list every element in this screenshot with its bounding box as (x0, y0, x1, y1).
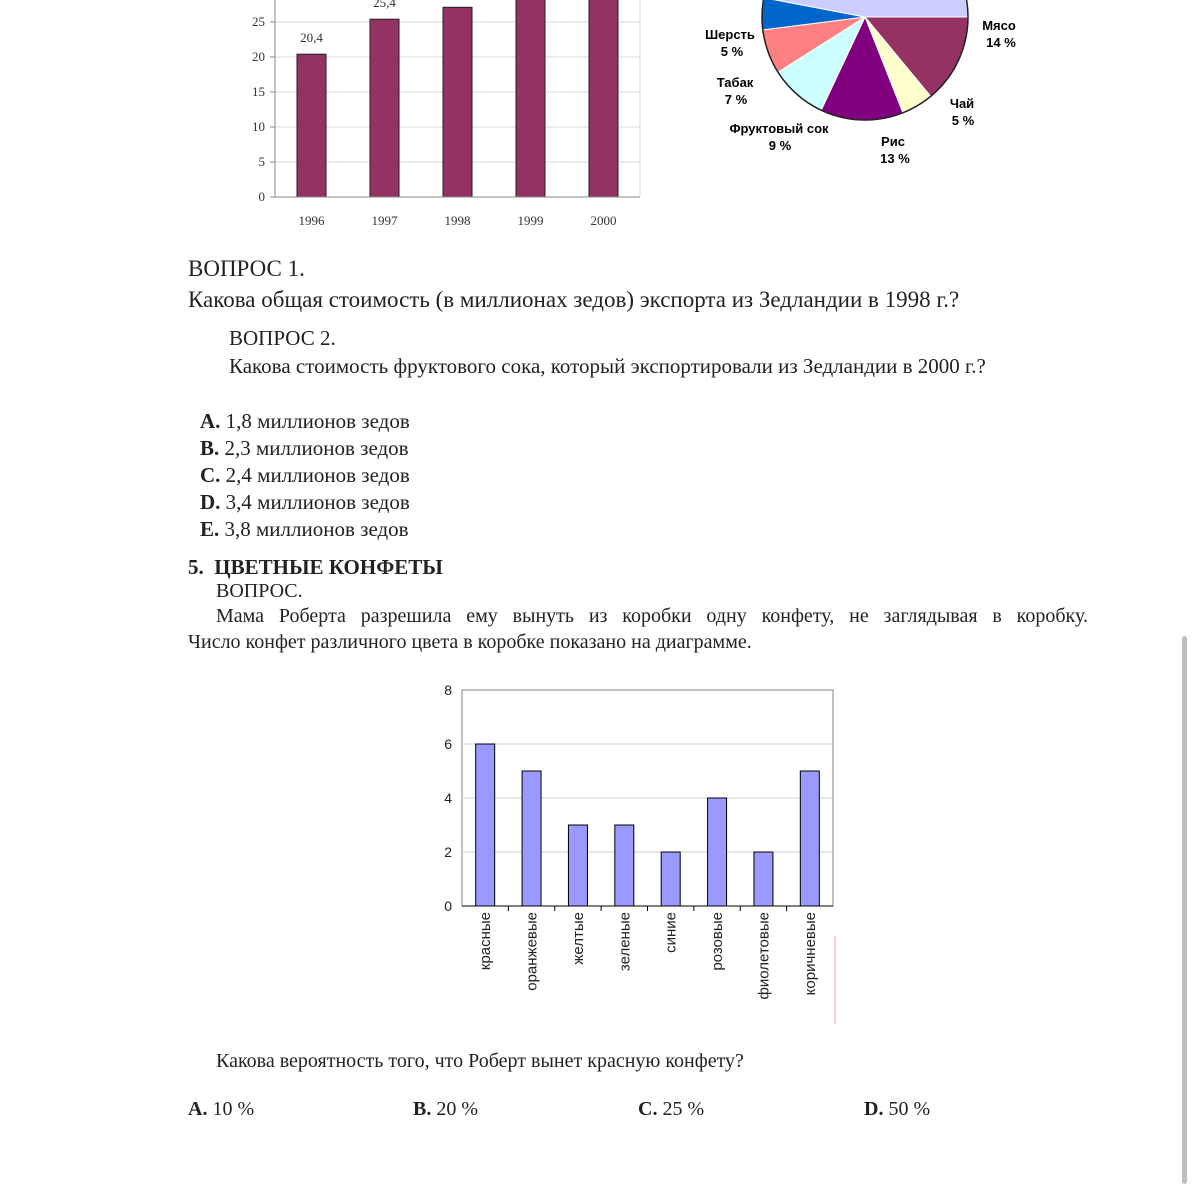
pie-label-rice: Рис (881, 134, 905, 149)
bar-желтые (568, 825, 587, 906)
bar-коричневые (800, 771, 819, 906)
final-option-a: A. 10 % (188, 1098, 255, 1120)
bar-1996 (297, 54, 326, 197)
question2-heading: ВОПРОС 2. (229, 326, 336, 350)
bar-зеленые (615, 825, 634, 906)
export-bar-chart (240, 0, 660, 240)
pie-label-tobacco: Табак (716, 75, 754, 90)
y-tick-label: 0 (258, 189, 265, 204)
category-label-зеленые: зеленые (616, 912, 634, 972)
y-tick-label: 20 (252, 49, 265, 64)
question1-heading: ВОПРОС 1. (188, 256, 305, 281)
bar-фиолетовые (754, 852, 773, 906)
section-text-line1: Мама Роберта разрешила ему вынуть из коробки одну конфету, не заглядывая в коробку. (216, 605, 1088, 627)
question1-text: Какова общая стоимость (в миллионах зедов) экспорта из Зедландии в 1998 г.? (188, 287, 960, 312)
section-title: 5. ЦВЕТНЫЕ КОНФЕТЫ (188, 555, 443, 579)
category-label-розовые: розовые (709, 912, 727, 971)
pie-label-wool: Шерсть (705, 27, 755, 42)
x-tick-label: 1998 (444, 213, 471, 228)
pie-percent-rice: 13 % (880, 151, 910, 166)
final-option-c: C. 25 % (638, 1098, 705, 1120)
pie-label-tea: Чай (949, 96, 975, 111)
y-tick-label: 4 (444, 790, 452, 806)
section-question-label: ВОПРОС. (216, 580, 303, 602)
export-pie-chart (690, 0, 1060, 180)
option-b: B. 2,3 миллионов зедов (200, 436, 409, 460)
bar-1999 (516, 0, 545, 197)
final-option-b: B. 20 % (413, 1098, 479, 1120)
pie-percent-tea: 5 % (951, 113, 975, 128)
section-text-line2: Число конфет различного цвета в коробке показано на диаграмме. (188, 631, 752, 653)
y-tick-label: 8 (444, 682, 452, 698)
final-question-text: Какова вероятность того, что Роберт вынет красную конфету? (216, 1050, 744, 1072)
x-tick-label: 1997 (371, 213, 398, 228)
y-tick-label: 15 (252, 84, 265, 99)
data-label-1997: 25,4 (373, 0, 396, 11)
category-label-коричневые: коричневые (801, 912, 819, 996)
option-c: C. 2,4 миллионов зедов (200, 463, 410, 487)
pie-percent-wool: 5 % (720, 44, 744, 59)
bar-розовые (708, 798, 727, 906)
y-tick-label: 10 (252, 119, 265, 134)
category-label-красные: красные (477, 912, 495, 971)
pie-percent-meat: 14 % (986, 35, 1016, 50)
y-tick-label: 6 (444, 736, 452, 752)
x-tick-label: 1999 (517, 213, 544, 228)
category-label-оранжевые: оранжевые (523, 912, 541, 991)
question2-options (200, 408, 410, 543)
pie-percent-tobacco: 7 % (724, 92, 748, 107)
scrollbar[interactable] (1182, 636, 1187, 1184)
question2-text: Какова стоимость фруктового сока, который экспортировали из Зедландии в 2000 г.? (229, 354, 986, 378)
bar-1998 (443, 7, 472, 197)
y-tick-label: 25 (252, 14, 265, 29)
bar-2000 (589, 0, 618, 197)
y-tick-label: 5 (258, 154, 265, 169)
final-option-d: D. 50 % (864, 1098, 931, 1120)
option-d: D. 3,4 миллионов зедов (200, 490, 410, 514)
bar-1997 (370, 19, 399, 197)
data-label-1996: 20,4 (300, 30, 323, 46)
option-a: A. 1,8 миллионов зедов (200, 409, 410, 433)
y-tick-label: 0 (444, 898, 452, 914)
candy-bar-chart (420, 670, 850, 1030)
pie-label-juice: Фруктовый сок (729, 121, 829, 136)
bar-красные (476, 744, 495, 906)
category-label-фиолетовые: фиолетовые (755, 912, 773, 1000)
bar-синие (661, 852, 680, 906)
category-label-синие: синие (662, 912, 680, 953)
category-label-желтые: желтые (569, 912, 587, 965)
x-tick-label: 1996 (298, 213, 325, 228)
x-tick-label: 2000 (590, 213, 617, 228)
pie-percent-juice: 9 % (768, 138, 792, 153)
bar-оранжевые (522, 771, 541, 906)
option-e: E. 3,8 миллионов зедов (200, 517, 409, 541)
pie-label-meat: Мясо (982, 18, 1016, 33)
y-tick-label: 2 (444, 844, 452, 860)
